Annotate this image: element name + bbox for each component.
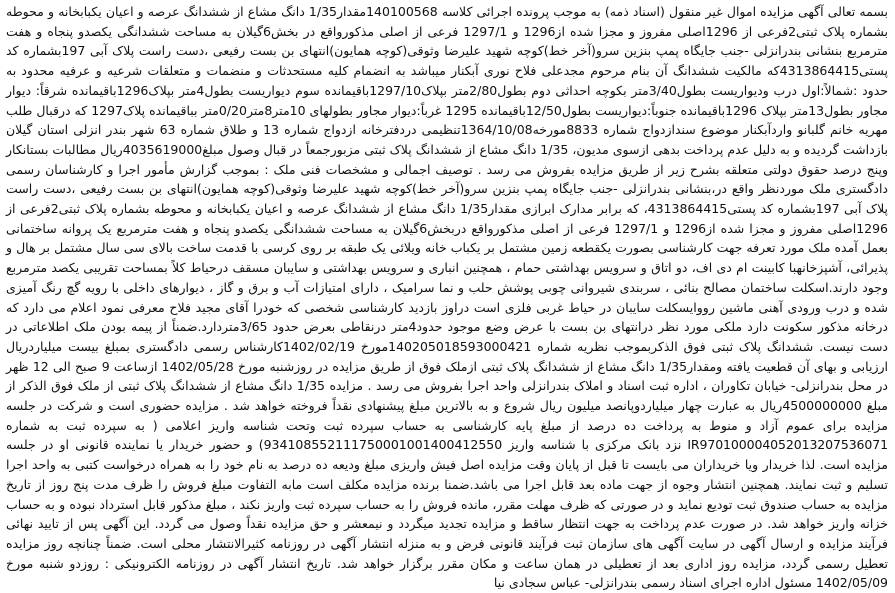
auction-notice-document [6,2,888,593]
auction-notice-text: بسمه تعالی آگهی مزایده اموال غیر منقول (اسناد ذمه) به موجب پرونده اجرائی کلاسه 140100568مقدار1/35 دانگ مشاع از ششدانگ عرصه و اعیان یکبابخانه و محوطه بشماره پلاک ثبتی2فرعی از 1296اصلی مفروز و مجزا شده از1296 و 1297/1 فرعی از اصلی مذکورواقع در بخش6گیلان به مساحت ششدانگی یکصدو پنجاه و هفت مترمربع بنشانی بندرانزلی -جنب جایگاه پمپ بنزین سرو(آخر خط)کوچه شهید علیرضا وثوقی(کوچه همایون)انتهای بن بست رفیعی ،دست راست پلاک آبی 197بشماره کد پستی4313864415که مالکیت ششدانگ آن بنام مرحوم مجدعلی فلاح نوری آبکنار میباشد به انضمام کلیه مستحدثات و منضمات و متعلقات شرعیه و عرفیه محدود به حدود :شمالاً:اول درب وديواريست بطول3/40متر بکوچه احداثی دوم بطول2/80متر بپلاک1297/10باقیمانده سوم دیواریست بطول4متر بپلاک1296باقیمانده شرقاً: دیوار مجاور بطول13متر بپلاک 1296باقیمانده جنوباً:دیواریست بطول12/50باقیمانده 1295 غرباً:دیوار مجاور بطولهای 10متر8متر0/20متر بباقیمانده پلاک1297 که درقبال طلب مهریه خانم گلبانو واردآبکنار موضوع سندازدواج شماره 8833مورخه1364/10/08تنظیمی دردفترخانه ازدواج شماره 13 و طلاق شماره 63 شهر بندر انزلی استان گیلان بازداشت گردیده و به دلیل عدم پرداخت بدهی ازسوی مدیون، 1/35 دانگ مشاع از ششدانگ پلاک ثبتی مزبورجمعاً در قبال وصول مبلغ4035619000ریال مطالبات بستانکار وپنج درصد حقوق دولتی متعلقه بشرح زیر از طریق مزایده بفروش می رسد . توصیف اجمالی و مشخصات فنی ملک : بموجب گزارش مأمور اجرا و کارشناسان رسمی دادگستری ملک موردنظر واقع در،بنشانی بندرانزلی -جنب جایگاه پمپ بنزین سرو(آخر خط)کوچه شهید علیرضا وثوقی(کوچه همایون)انتهای بن بست رفیعی ،دست راست پلاک آبی 197بشماره کد پستی4313864415، که برابر مدارک ابرازی مقدار1/35 دانگ مشاع از ششدانگ عرصه و اعیان یکبابخانه و محوطه بشماره پلاک ثبتی2فرعی از 1296اصلی مفروز و مجزا شده از1296 و 1297/1 فرعی از اصلی مذکورواقع دربخش6گیلان به مساحت ششدانگی یکصدو پنجاه و هفت مترمربع یک پروانه ساختمانی بعمل آمده ملک مورد تعرفه جهت کارشناسی بصورت یکقطعه زمین مشتمل بر یکباب خانه ویلائی یک طبقه بر روی کرسی با قدمت ساخت بالای سی سال مشتمل بر هال و پذیرائی، آشپزخانهبا کابینت ام دی اف، دو اتاق و سرویس بهداشتی حمام ، همچنین انباری و سرویس بهداشتی و سایبان مسقف درحیاط کلاً بمساحت تقریبی یکصد مترمربع وجود دارند.اسکلت ساختمان مصالح بنائی ، سربندی شیروانی چوبی پوشش حلب و نما سرامیک ، دارای امتیازات آب و برق و گاز ، دیوارهای داخلی با رویه گچ رنگ آمیزی شده و درب ورودی آهنی ماشین رووایسکلت سایبان در حیاط غربی فلزی است دراوز بازدید کارشناسی شخصی که خودرا آقای مجید فلاح معرفی نمود اعلام می دارد که درخانه مذکور سکونت دارد ملکی مورد نظر درانتهای بن بست با عرض وضع موجود حدود4متر درنقاطی بعرض حدود 3/65متردارد.ضمناً از پیمه بودن ملک اطلاعاتی در دست نیست. ششدانگ پلاک ثبتی فوق الذکربموجب نظریه شماره 140205018593000421مورخ 1402/02/19کارشناس رسمی دادگستری بمبلغ بیست میلیاردریال ارزیابی و بهای آن قطعیت یافته ومقدار1/35 دانگ مشاع از ششدانگ پلاک ثبتی ازملک فوق از طریق مزایده در روزشنبه مورخ 1402/05/28 ازساعت 9 صبح الی 12 ظهر در محل بندرانزلی- خیابان تکاوران ، اداره ثبت اسناد و املاک بندرانزلی واحد اجرا بفروش می رسد . مزایده 1/35 دانگ مشاع از ششدانگ پلاک ثبتی از ملک فوق الذکر از مبلغ 4500000000ریال به عبارت چهار میلیاردوپانصد میلیون ریال شروع و به بالاترین مبلغ پیشنهادی نقداً فروخته خواهد شد . مزایده حضوری است و شرکت در جلسه مزایده برای عموم آزاد و منوط به پرداخت ده درصد از مبلغ پایه کارشناسی به حساب سپرده ثبت وتحت شناسه واریز اعلامی ( به سپرده ثبت به شماره IR970100004052013207536071 نزد بانک مرکزی با شناسه واریز 934108552111750001001400412550) و حضور خریدار یا نماینده قانونی او در جلسه مزایده است. لذا خریدار ویا خریداران می بایست تا قبل از پایان وقت مزایده اصل فیش واریزی مبلغ ودیعه ده درصد به نام خود را به همراه درخواست کتبی به واحد اجرا تسلیم و ثبت نمایند. همچنین انتشار وجوه از جهت ماده بعد قابل اجرا می باشد.ضمنا برنده مزایده مکلف است مابه التفاوت مبلغ فروش را ظرف مدت پنج روز از تاریخ مزایده به حساب صندوق ثبت تودیع نماید و در صورتی که ظرف مهلت مقرر، مانده فروش را به حساب سپرده ثبت واریز نکند ، مبلغ مذکور قابل استرداد نبوده و به حساب خزانه واریز خواهد شد. در صورت عدم پرداخت به جهت انتظار ساقط و مزایده تجدید میگردد و نیمعشر و حق مزایده نقداً وصول می گردد. این آگهی پس از تایید نهائی فرآیند مزایده و ارسال آگهی در سایت آگهی های سازمان ثبت فرآیند قانونی فرض و به منزله انتشار آگهی در روزنامه کثیرالانتشار محلی است. ضمناً چنانچه روز مزایده تعطیل رسمی گردد، مزایده روز اداری بعد از تعطیلی در همان ساعت و مکان مقرر برگزار خواهد شد. تاریخ انتشار آگهی در روزنامه الکترونیکی : روزدو شنبه مورخ 1402/05/09 مسئول اداره اجرای اسناد رسمی بندرانزلی- عباس سجادی نیا [6,4,889,591]
